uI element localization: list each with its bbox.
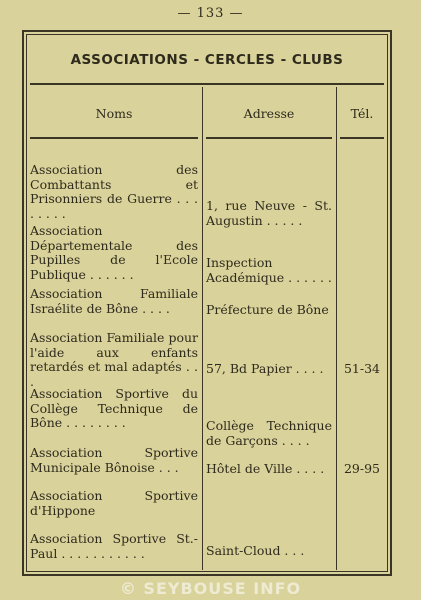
table-row-address: Hôtel de Ville . . . . — [206, 461, 325, 476]
column-divider-1 — [202, 87, 203, 570]
table-row-name: Association Sportive d'Hippone — [30, 488, 198, 518]
page-number: — 133 — — [177, 6, 244, 21]
table-row-address: 57, Bd Papier . . . . — [206, 361, 324, 376]
table-row-address: Collège Technique de Garçons . . . . — [206, 418, 332, 448]
column-header-tel: Tél. — [350, 106, 374, 121]
table-row-tel: 51-34 — [343, 361, 381, 376]
table-row-address: Préfecture de Bône — [206, 302, 329, 317]
table-row-name: Association des Combattants et Prisonniers de Guerre . . . . . . . . — [30, 162, 198, 221]
header-rule-tel — [340, 137, 384, 139]
table-row-name: Association Sportive St.-Paul . . . . . . . . . . . — [30, 531, 198, 561]
table-row-address: Saint-Cloud . . . — [206, 543, 305, 558]
table-row-name: Association Familiale Israélite de Bône . . . . — [30, 286, 198, 316]
title-rule — [30, 83, 384, 85]
header-rule-name — [30, 137, 198, 139]
column-header-name: Noms — [95, 106, 133, 121]
table-row-address: 1, rue Neuve - St. Augustin . . . . . — [206, 198, 332, 228]
table-row-name: Association Sportive du Collège Technique de Bône . . . . . . . . — [30, 386, 198, 430]
column-header-address: Adresse — [243, 106, 295, 121]
header-rule-address — [206, 137, 332, 139]
page-title: ASSOCIATIONS - CERCLES - CLUBS — [70, 52, 344, 68]
table-row-address: Inspection Académique . . . . . . — [206, 255, 332, 285]
watermark: © SEYBOUSE INFO — [119, 579, 302, 598]
table-row-tel: 29-95 — [343, 461, 381, 476]
table-frame — [22, 30, 392, 576]
column-divider-2 — [336, 87, 337, 570]
table-row-name: Association Familiale pour l'aide aux enfants retardés et mal adaptés . . . — [30, 330, 198, 389]
table-row-name: Association Départementale des Pupilles de l'Ecole Publique . . . . . . — [30, 223, 198, 282]
table-row-name: Association Sportive Municipale Bônoise . . . — [30, 445, 198, 475]
